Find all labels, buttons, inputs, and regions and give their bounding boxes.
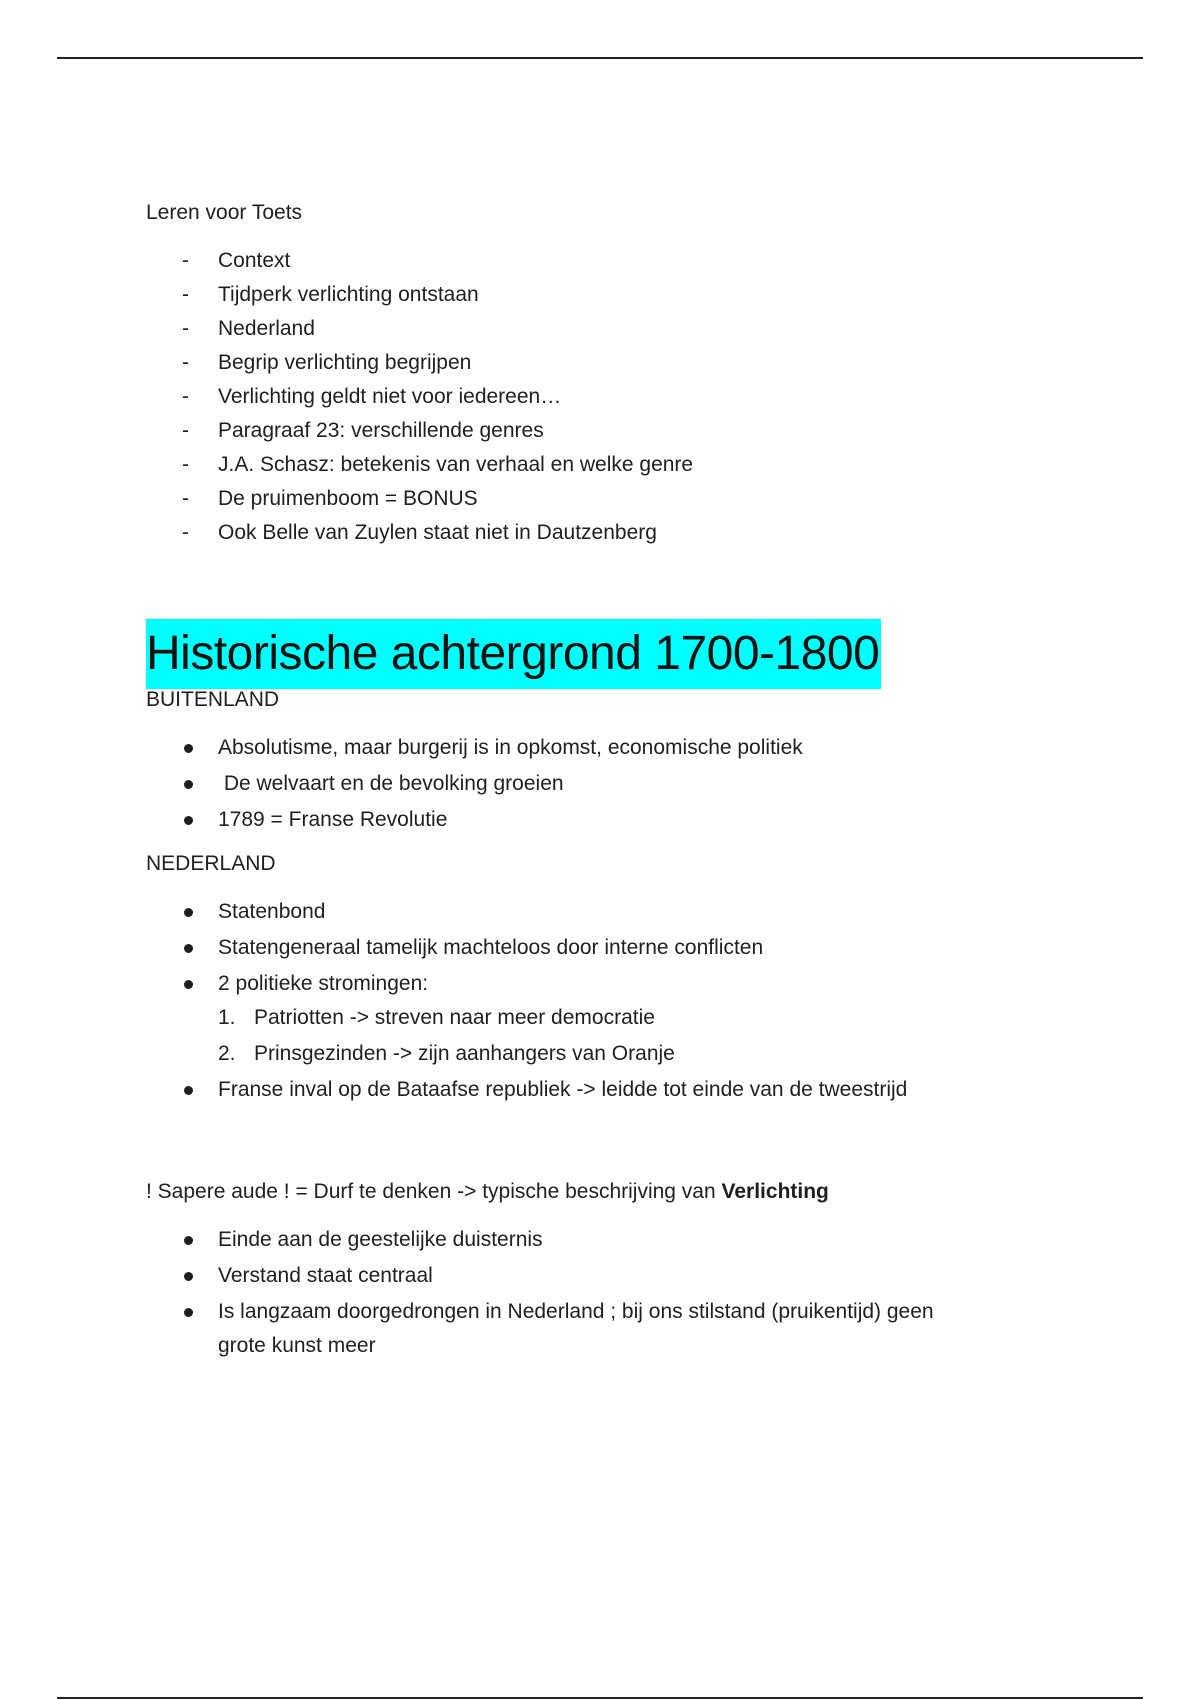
bullet-icon <box>184 744 193 753</box>
list-item-text: Verlichting geldt niet voor iedereen… <box>218 385 562 408</box>
document-body <box>146 196 1066 1365</box>
sublist-item-text: Patriotten -> streven naar meer democratie <box>254 1006 655 1029</box>
list-item <box>146 414 1066 448</box>
bullet-icon <box>184 980 193 989</box>
list-item <box>146 803 1066 837</box>
numbered-sublist <box>218 1001 1066 1071</box>
buitenland-label: BUITENLAND <box>146 688 280 711</box>
intro-title: Leren voor Toets <box>146 201 303 224</box>
bottom-rule <box>57 1697 1143 1699</box>
list-item <box>146 312 1066 346</box>
list-item-text: Statenbond <box>218 900 326 923</box>
list-item <box>146 380 1066 414</box>
sapere-list <box>146 1223 1066 1363</box>
spacer <box>146 1109 1066 1175</box>
list-item-text: J.A. Schasz: betekenis van verhaal en welke genre <box>218 453 694 476</box>
list-item <box>146 1223 1066 1257</box>
list-item <box>146 931 1066 965</box>
bullet-icon <box>184 1236 193 1245</box>
bullet-icon <box>184 1086 193 1095</box>
list-item-text: Is langzaam doorgedrongen in Nederland ; bij ons stilstand (pruikentijd) geen grote kunst meer <box>218 1300 934 1357</box>
list-item <box>146 895 1066 929</box>
bullet-icon <box>184 1308 193 1317</box>
dash-marker: - <box>182 487 189 510</box>
dash-marker: - <box>182 249 189 272</box>
list-item-text: De welvaart en de bevolking groeien <box>218 772 564 795</box>
list-item <box>146 967 1066 1071</box>
buitenland-list <box>146 731 1066 837</box>
list-item-text: Franse inval op de Bataafse republiek -> leidde tot einde van de tweestrijd <box>218 1078 908 1101</box>
list-item <box>146 244 1066 278</box>
list-item <box>146 482 1066 516</box>
bullet-icon <box>184 944 193 953</box>
bullet-icon <box>184 780 193 789</box>
list-item-text: Tijdperk verlichting ontstaan <box>218 283 479 306</box>
list-item <box>146 1073 1066 1107</box>
bullet-icon <box>184 1272 193 1281</box>
list-item-text: Statengeneraal tamelijk machteloos door interne conflicten <box>218 936 764 959</box>
list-item <box>146 1259 1066 1293</box>
list-item <box>146 1295 978 1363</box>
list-item-text: De pruimenboom = BONUS <box>218 487 478 510</box>
sapere-line <box>146 1175 1066 1209</box>
list-item <box>146 448 1066 482</box>
sapere-bold: Verlichting <box>721 1180 829 1203</box>
section-heading: Historische achtergrond 1700-1800 <box>146 619 881 689</box>
dash-marker: - <box>182 351 189 374</box>
list-item <box>146 731 1066 765</box>
list-item-text: Begrip verlichting begrijpen <box>218 351 472 374</box>
list-item-text: 2 politieke stromingen: <box>218 972 429 995</box>
sublist-number: 1. <box>218 1006 236 1029</box>
list-item <box>146 346 1066 380</box>
list-item <box>146 516 1066 550</box>
sublist-item-text: Prinsgezinden -> zijn aanhangers van Oranje <box>254 1042 675 1065</box>
list-item-text: Nederland <box>218 317 315 340</box>
list-item-text: Absolutisme, maar burgerij is in opkomst, economische politiek <box>218 736 803 759</box>
list-item-text: Paragraaf 23: verschillende genres <box>218 419 544 442</box>
bullet-icon <box>184 908 193 917</box>
nederland-label: NEDERLAND <box>146 852 276 875</box>
dash-marker: - <box>182 283 189 306</box>
sublist-number: 2. <box>218 1042 236 1065</box>
sublist-item <box>218 1037 1066 1071</box>
dash-marker: - <box>182 419 189 442</box>
intro-list <box>146 244 1066 550</box>
dash-marker: - <box>182 317 189 340</box>
top-rule <box>57 57 1143 59</box>
list-item <box>146 278 1066 312</box>
list-item-text: Ook Belle van Zuylen staat niet in Dautzenberg <box>218 521 657 544</box>
dash-marker: - <box>182 521 189 544</box>
dash-marker: - <box>182 453 189 476</box>
list-item-text: Verstand staat centraal <box>218 1264 433 1287</box>
list-item-text: Einde aan de geestelijke duisternis <box>218 1228 543 1251</box>
heading-wrapper <box>146 619 1066 689</box>
nederland-list <box>146 895 1066 1107</box>
list-item-text: Context <box>218 249 291 272</box>
dash-marker: - <box>182 385 189 408</box>
sublist-item <box>218 1001 1066 1035</box>
sapere-text: ! Sapere aude ! = Durf te denken -> typische beschrijving van <box>146 1180 722 1203</box>
bullet-icon <box>184 816 193 825</box>
list-item-text: 1789 = Franse Revolutie <box>218 808 448 831</box>
list-item <box>146 767 1066 801</box>
